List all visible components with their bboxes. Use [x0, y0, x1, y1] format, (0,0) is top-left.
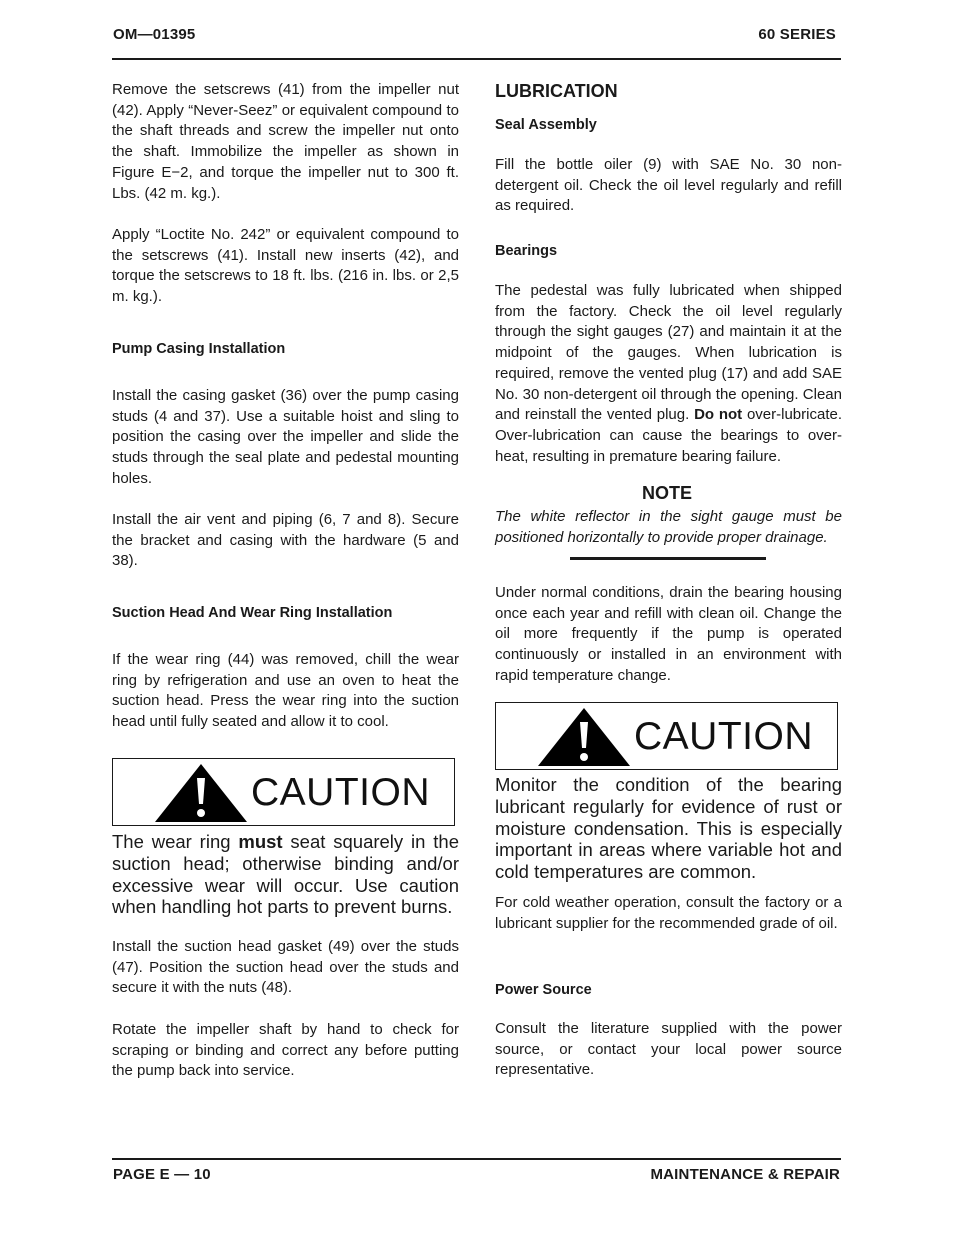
- paragraph: Consult the literature supplied with the power source, or contact your local power source representative.: [495, 1020, 842, 1079]
- caution-paragraph: Monitor the condition of the bearing lubricant regularly for evidence of rust or moisture condensation. This is especially important in areas where variable hot and cold temperatures are common.: [495, 774, 842, 883]
- paragraph: Install the air vent and piping (6, 7 and 8). Secure the bracket and casing with the hardware (5 and 38).: [112, 511, 459, 570]
- right-p1: [495, 155, 842, 217]
- left-p1: [112, 80, 459, 204]
- paragraph: Remove the setscrews (41) from the impeller nut (42). Apply “Never-Seez” or equivalent compound to the shaft threads and screw the impeller nut onto the shaft. Immobilize the impeller as shown in Figure E−2, and torque the impeller nut to 300 ft. Lbs. (42 m. kg.).: [112, 81, 459, 202]
- caution-text-left: [112, 831, 459, 918]
- footer-rule: [112, 1158, 841, 1160]
- caution-paragraph: [112, 831, 459, 918]
- left-p6: [112, 937, 459, 999]
- heading-suction-head: Suction Head And Wear Ring Installation: [112, 605, 393, 621]
- paragraph: Under normal conditions, drain the bearing housing once each year and refill with clean oil. Change the oil more frequently if the pump is operated continuously or installed in an environment with rapid temperature change.: [495, 584, 842, 684]
- paragraph: [495, 281, 842, 467]
- heading-bearings: Bearings: [495, 243, 558, 259]
- heading-lubrication: LUBRICATION: [495, 81, 618, 101]
- heading-power-source: Power Source: [495, 982, 592, 998]
- caution-emphasis: must: [238, 831, 283, 852]
- heading-pump-casing: Pump Casing Installation: [112, 341, 286, 357]
- paragraph: Rotate the impeller shaft by hand to check for scraping or binding and correct any before putting the pump back into service.: [112, 1021, 459, 1080]
- caution-box-left: [112, 758, 455, 826]
- bearings-text: over-lubricate. Over-lubrication can cause the bearings to over-heat, resulting in premature bearing failure.: [495, 406, 842, 465]
- note-title: NOTE: [642, 483, 693, 503]
- right-p3: [495, 583, 842, 687]
- paragraph: Install the suction head gasket (49) over the studs (47). Position the suction head over the studs and secure it with the nuts (48).: [112, 938, 459, 997]
- left-p5: [112, 650, 459, 733]
- paragraph: Apply “Loctite No. 242” or equivalent compound to the setscrews (41). Install new inserts (42), and torque the setscrews to 18 ft. lbs. (216 in. lbs. or 2,5 m. kg.).: [112, 226, 459, 306]
- right-p2: [495, 281, 842, 467]
- page-number: PAGE E — 10: [113, 1166, 211, 1183]
- note-body: [495, 507, 842, 548]
- warning-triangle-icon: [153, 762, 249, 824]
- left-p4: [112, 510, 459, 572]
- caution-text-right: [495, 774, 842, 883]
- paragraph: For cold weather operation, consult the factory or a lubricant supplier for the recommended grade of oil.: [495, 894, 842, 932]
- caution-label: CAUTION: [634, 715, 813, 758]
- caution-label: CAUTION: [251, 771, 430, 814]
- caution-box-right: [495, 702, 838, 770]
- note-text: The white reflector in the sight gauge must be positioned horizontally to provide proper drainage.: [495, 508, 842, 546]
- paragraph: Install the casing gasket (36) over the pump casing studs (4 and 37). Use a suitable hoist and sling to position the casing over the impeller and slide the studs through the seal plate and pedestal mounting holes.: [112, 387, 459, 487]
- warning-triangle-icon: [536, 706, 632, 768]
- left-p7: [112, 1020, 459, 1082]
- right-p5: [495, 1019, 842, 1081]
- heading-seal-assembly: Seal Assembly: [495, 117, 597, 133]
- bearings-emphasis: Do not: [694, 406, 743, 424]
- caution-text: seat squarely in the suction head; otherwise binding and/or excessive wear will occur. Use caution when handling hot parts to prevent burns.: [112, 831, 459, 918]
- left-p2: [112, 225, 459, 308]
- bearings-text: The pedestal was fully lubricated when shipped from the factory. Check the oil level regularly through the sight gauges (27) and maintain it at the midpoint of the gauges. When lubrication is required, remove the vented plug (17) and add SAE No. 30 non-detergent oil through the opening. Clean and reinstall the vented plug.: [495, 282, 842, 424]
- header-rule: [112, 58, 841, 60]
- caution-text: The wear ring: [112, 831, 239, 852]
- doc-number: OM—01395: [113, 26, 196, 43]
- paragraph: Fill the bottle oiler (9) with SAE No. 30 non-detergent oil. Check the oil level regularly and refill as required.: [495, 156, 842, 215]
- right-p4: [495, 893, 842, 934]
- series-label: 60 SERIES: [758, 26, 836, 43]
- note-divider: [570, 557, 766, 560]
- section-title: MAINTENANCE & REPAIR: [650, 1166, 840, 1183]
- paragraph: If the wear ring (44) was removed, chill the wear ring by refrigeration and use an oven to heat the suction head. Press the wear ring into the suction head until fully seated and allow it to cool.: [112, 651, 459, 731]
- left-p3: [112, 386, 459, 490]
